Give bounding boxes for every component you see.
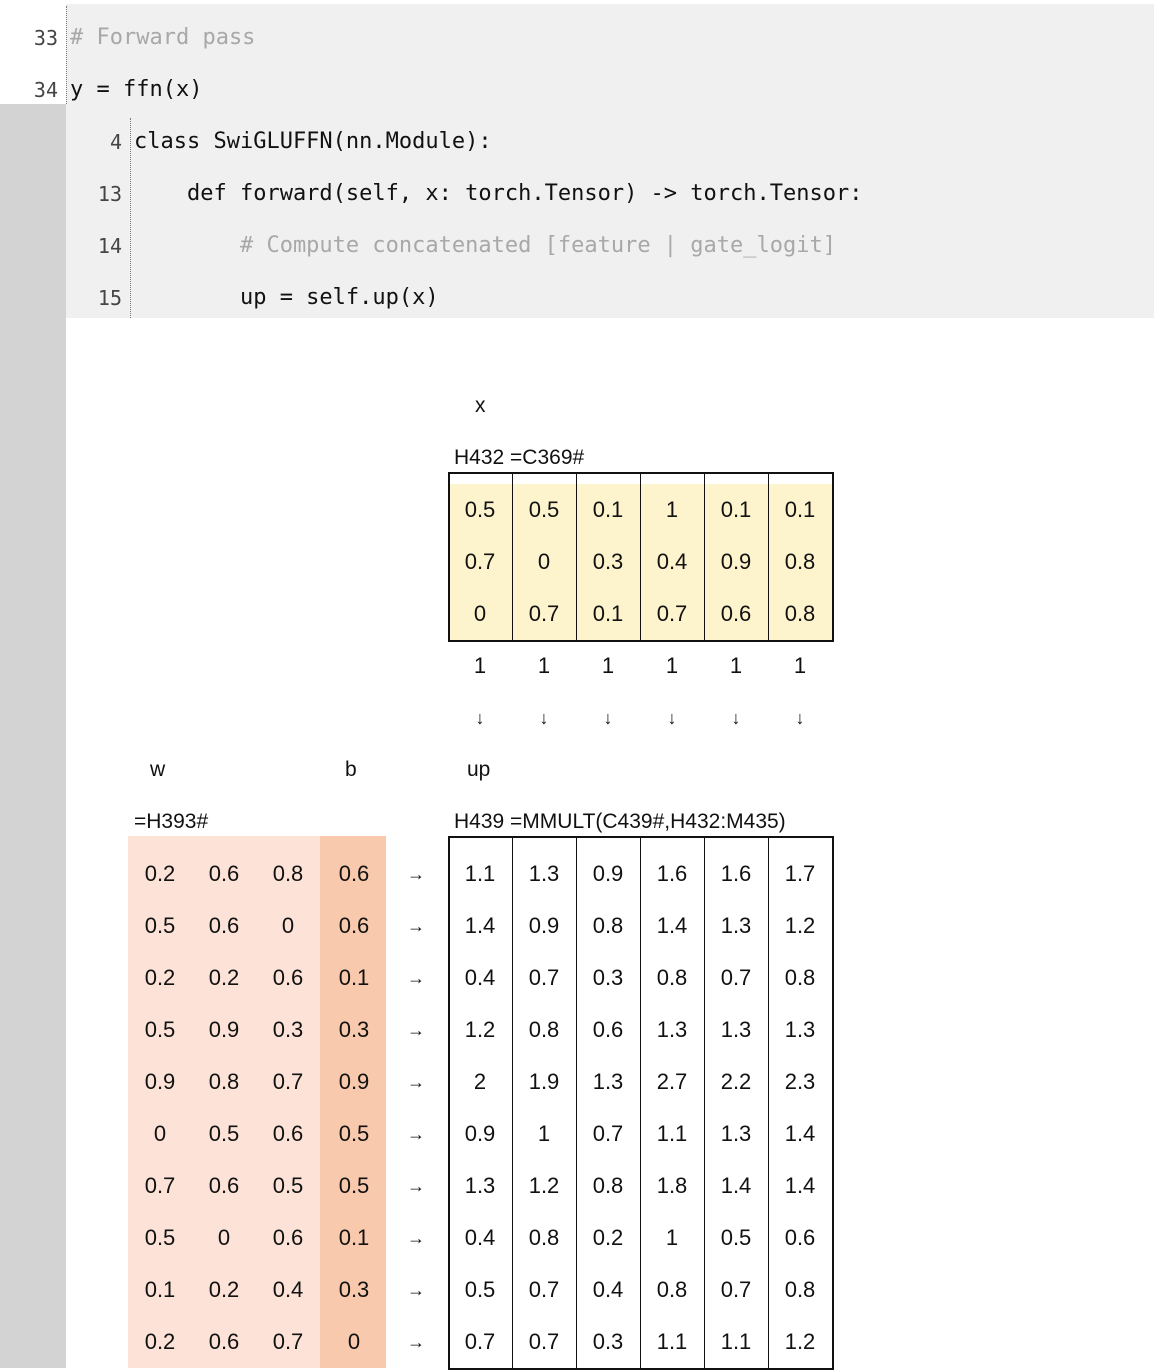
- up-label: up: [467, 758, 491, 781]
- up-cell[interactable]: 1.3: [784, 1017, 816, 1042]
- up-cell[interactable]: 0.7: [528, 965, 560, 990]
- up-cell[interactable]: 2: [473, 1069, 487, 1094]
- x-cell[interactable]: 0.7: [656, 601, 688, 626]
- up-cell[interactable]: 0.7: [592, 1121, 624, 1146]
- w-cell[interactable]: 0: [217, 1225, 231, 1250]
- up-cell[interactable]: 0.7: [528, 1277, 560, 1302]
- code-line[interactable]: up = self.up(x): [134, 285, 439, 310]
- bias-one-cell[interactable]: 1: [793, 653, 807, 678]
- up-cell[interactable]: 0.6: [784, 1225, 816, 1250]
- bias-one-cell[interactable]: 1: [729, 653, 743, 678]
- up-cell[interactable]: 2.3: [784, 1069, 816, 1094]
- up-cell[interactable]: 1.7: [784, 861, 816, 886]
- x-cell[interactable]: 0.7: [528, 601, 560, 626]
- w-cell[interactable]: 0.5: [208, 1121, 240, 1146]
- line-number: 34: [33, 78, 58, 102]
- up-cell[interactable]: 0.7: [720, 1277, 752, 1302]
- w-cell[interactable]: 0.4: [272, 1277, 304, 1302]
- w-cell[interactable]: 0.7: [144, 1173, 176, 1198]
- right-arrow-icon: →: [407, 1228, 425, 1248]
- up-cell[interactable]: 0.4: [464, 965, 496, 990]
- x-label: x: [475, 394, 486, 417]
- up-cell[interactable]: 1.4: [784, 1121, 816, 1146]
- w-cell[interactable]: 0.6: [208, 913, 240, 938]
- up-col-divider: [512, 836, 513, 1370]
- up-cell[interactable]: 1.4: [784, 1173, 816, 1198]
- w-cell[interactable]: 0.6: [208, 1329, 240, 1354]
- x-cell[interactable]: 0.9: [720, 549, 752, 574]
- up-formula: H439 =MMULT(C439#,H432:M435): [454, 810, 786, 833]
- w-cell[interactable]: 0: [153, 1121, 167, 1146]
- bias-one-cell[interactable]: 1: [601, 653, 615, 678]
- x-col-divider: [768, 472, 769, 642]
- x-formula: H432 =C369#: [454, 446, 585, 469]
- x-cell[interactable]: 0.1: [720, 497, 752, 522]
- x-matrix-border: [448, 472, 834, 642]
- up-cell[interactable]: 0.5: [720, 1225, 752, 1250]
- w-cell[interactable]: 0.8: [272, 861, 304, 886]
- up-cell[interactable]: 1.1: [656, 1121, 688, 1146]
- w-label: w: [150, 758, 166, 781]
- up-cell[interactable]: 0.8: [528, 1017, 560, 1042]
- w-cell[interactable]: 0.6: [272, 1225, 304, 1250]
- up-cell[interactable]: 0.8: [656, 1277, 688, 1302]
- up-cell[interactable]: 0.7: [720, 965, 752, 990]
- up-cell[interactable]: 0.7: [464, 1329, 496, 1354]
- up-cell[interactable]: 0.4: [464, 1225, 496, 1250]
- b-cell[interactable]: 0.1: [338, 1225, 370, 1250]
- x-cell[interactable]: 0.6: [720, 601, 752, 626]
- w-cell[interactable]: 0.7: [272, 1069, 304, 1094]
- up-cell[interactable]: 1.3: [592, 1069, 624, 1094]
- up-cell[interactable]: 0.8: [784, 1277, 816, 1302]
- up-cell[interactable]: 0.9: [528, 913, 560, 938]
- up-cell[interactable]: 0.8: [784, 965, 816, 990]
- x-col-divider: [704, 472, 705, 642]
- up-col-divider: [704, 836, 705, 1370]
- w-cell[interactable]: 0.6: [208, 1173, 240, 1198]
- x-cell[interactable]: 0.8: [784, 549, 816, 574]
- up-cell[interactable]: 0.9: [464, 1121, 496, 1146]
- w-cell[interactable]: 0.9: [144, 1069, 176, 1094]
- b-cell[interactable]: 0.1: [338, 965, 370, 990]
- up-cell[interactable]: 0.3: [592, 965, 624, 990]
- right-arrow-icon: →: [407, 1176, 425, 1196]
- up-cell[interactable]: 2.7: [656, 1069, 688, 1094]
- w-cell[interactable]: 0.7: [272, 1329, 304, 1354]
- up-cell[interactable]: 1.3: [720, 1017, 752, 1042]
- up-cell[interactable]: 1.2: [784, 1329, 816, 1354]
- x-cell[interactable]: 1: [665, 497, 679, 522]
- w-cell[interactable]: 0.2: [144, 965, 176, 990]
- up-cell[interactable]: 0.4: [592, 1277, 624, 1302]
- w-cell[interactable]: 0.6: [208, 861, 240, 886]
- right-arrow-icon: →: [407, 1020, 425, 1040]
- up-cell[interactable]: 1: [537, 1121, 551, 1146]
- up-cell[interactable]: 1.3: [720, 913, 752, 938]
- up-cell[interactable]: 1.4: [464, 913, 496, 938]
- code-separator: [130, 118, 131, 318]
- b-cell[interactable]: 0: [347, 1329, 361, 1354]
- w-cell[interactable]: 0.9: [208, 1017, 240, 1042]
- w-cell[interactable]: 0.8: [208, 1069, 240, 1094]
- up-cell[interactable]: 1.4: [656, 913, 688, 938]
- up-cell[interactable]: 0.7: [528, 1329, 560, 1354]
- w-formula: =H393#: [134, 810, 209, 833]
- code-line[interactable]: class SwiGLUFFN(nn.Module):: [134, 129, 492, 154]
- w-cell[interactable]: 0.6: [272, 1121, 304, 1146]
- right-arrow-icon: →: [407, 1072, 425, 1092]
- w-cell[interactable]: 0.5: [144, 1225, 176, 1250]
- w-cell[interactable]: 0.2: [144, 861, 176, 886]
- b-cell[interactable]: 0.5: [338, 1121, 370, 1146]
- right-arrow-icon: →: [407, 1332, 425, 1352]
- x-cell[interactable]: 0.5: [528, 497, 560, 522]
- bias-one-cell[interactable]: 1: [665, 653, 679, 678]
- x-col-divider: [640, 472, 641, 642]
- w-cell[interactable]: 0.6: [272, 965, 304, 990]
- up-cell[interactable]: 1.2: [464, 1017, 496, 1042]
- up-cell[interactable]: 0.9: [592, 861, 624, 886]
- up-col-divider: [768, 836, 769, 1370]
- up-cell[interactable]: 0.6: [592, 1017, 624, 1042]
- b-cell[interactable]: 0.3: [338, 1277, 370, 1302]
- b-cell[interactable]: 0.6: [338, 861, 370, 886]
- down-arrow-icon: ↓: [603, 708, 613, 728]
- b-cell[interactable]: 0.3: [338, 1017, 370, 1042]
- right-arrow-icon: →: [407, 1280, 425, 1300]
- up-cell[interactable]: 1.3: [656, 1017, 688, 1042]
- w-cell[interactable]: 0.2: [208, 965, 240, 990]
- up-matrix-border: [448, 836, 834, 1370]
- up-col-divider: [640, 836, 641, 1370]
- up-cell[interactable]: 0.3: [592, 1329, 624, 1354]
- up-cell[interactable]: 0.8: [592, 1173, 624, 1198]
- b-cell[interactable]: 0.9: [338, 1069, 370, 1094]
- line-number: 13: [97, 182, 122, 206]
- b-cell[interactable]: 0.5: [338, 1173, 370, 1198]
- up-cell[interactable]: 1.8: [656, 1173, 688, 1198]
- up-cell[interactable]: 0.8: [656, 965, 688, 990]
- up-cell[interactable]: 1.3: [464, 1173, 496, 1198]
- x-cell[interactable]: 0: [473, 601, 487, 626]
- code-comment-line[interactable]: # Compute concatenated [feature | gate_logit]: [134, 233, 836, 258]
- w-cell[interactable]: 0.3: [272, 1017, 304, 1042]
- x-cell[interactable]: 0.4: [656, 549, 688, 574]
- up-cell[interactable]: 1.4: [720, 1173, 752, 1198]
- up-cell[interactable]: 2.2: [720, 1069, 752, 1094]
- down-arrow-icon: ↓: [731, 708, 741, 728]
- x-cell[interactable]: 0.7: [464, 549, 496, 574]
- code-separator: [66, 6, 67, 104]
- up-cell[interactable]: 1: [665, 1225, 679, 1250]
- w-cell[interactable]: 0.2: [208, 1277, 240, 1302]
- x-cell[interactable]: 0.5: [464, 497, 496, 522]
- down-arrow-icon: ↓: [795, 708, 805, 728]
- line-number: 33: [33, 26, 58, 50]
- x-cell[interactable]: 0.1: [592, 497, 624, 522]
- w-cell[interactable]: 0: [281, 913, 295, 938]
- up-cell[interactable]: 1.9: [528, 1069, 560, 1094]
- up-cell[interactable]: 1.3: [720, 1121, 752, 1146]
- x-col-divider: [512, 472, 513, 642]
- bias-one-cell[interactable]: 1: [537, 653, 551, 678]
- line-number: 14: [97, 234, 122, 258]
- up-cell[interactable]: 1.1: [464, 861, 496, 886]
- up-cell[interactable]: 1.6: [720, 861, 752, 886]
- up-col-divider: [576, 836, 577, 1370]
- down-arrow-icon: ↓: [667, 708, 677, 728]
- code-line[interactable]: def forward(self, x: torch.Tensor) -> torch.Tensor:: [134, 181, 863, 206]
- up-cell[interactable]: 1.1: [656, 1329, 688, 1354]
- w-cell[interactable]: 0.5: [272, 1173, 304, 1198]
- right-arrow-icon: →: [407, 968, 425, 988]
- x-cell[interactable]: 0.1: [784, 497, 816, 522]
- code-line[interactable]: y = ffn(x): [70, 77, 203, 102]
- bias-one-cell[interactable]: 1: [473, 653, 487, 678]
- x-cell[interactable]: 0: [537, 549, 551, 574]
- right-arrow-icon: →: [407, 916, 425, 936]
- code-comment-line[interactable]: # Forward pass: [70, 25, 256, 50]
- w-cell[interactable]: 0.5: [144, 1017, 176, 1042]
- w-cell[interactable]: 0.2: [144, 1329, 176, 1354]
- up-cell[interactable]: 0.8: [592, 913, 624, 938]
- line-number: 15: [97, 286, 122, 310]
- up-cell[interactable]: 1.6: [656, 861, 688, 886]
- up-cell[interactable]: 1.2: [784, 913, 816, 938]
- x-col-divider: [576, 472, 577, 642]
- up-cell[interactable]: 1.3: [528, 861, 560, 886]
- x-cell[interactable]: 0.3: [592, 549, 624, 574]
- w-cell[interactable]: 0.1: [144, 1277, 176, 1302]
- up-cell[interactable]: 0.2: [592, 1225, 624, 1250]
- up-cell[interactable]: 0.8: [528, 1225, 560, 1250]
- up-cell[interactable]: 1.2: [528, 1173, 560, 1198]
- up-cell[interactable]: 0.5: [464, 1277, 496, 1302]
- down-arrow-icon: ↓: [539, 708, 549, 728]
- up-cell[interactable]: 1.1: [720, 1329, 752, 1354]
- b-cell[interactable]: 0.6: [338, 913, 370, 938]
- gutter: [0, 104, 66, 1368]
- line-number: 4: [109, 130, 122, 154]
- w-cell[interactable]: 0.5: [144, 913, 176, 938]
- right-arrow-icon: →: [407, 1124, 425, 1144]
- x-cell[interactable]: 0.1: [592, 601, 624, 626]
- x-cell[interactable]: 0.8: [784, 601, 816, 626]
- down-arrow-icon: ↓: [475, 708, 485, 728]
- right-arrow-icon: →: [407, 864, 425, 884]
- b-label: b: [345, 758, 357, 781]
